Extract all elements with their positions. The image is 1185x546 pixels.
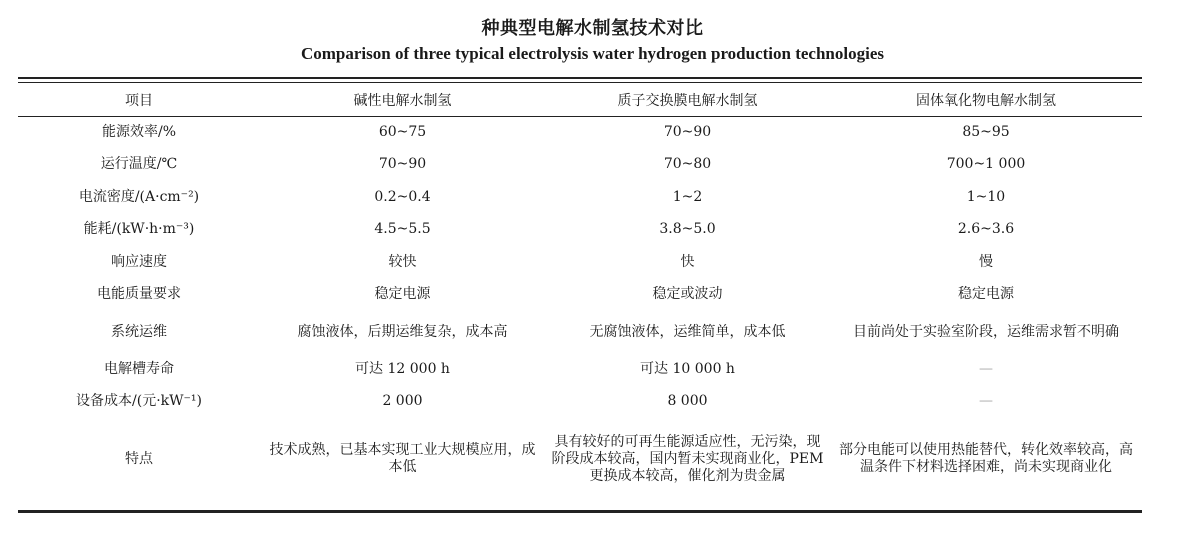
table-row bbox=[18, 181, 1142, 214]
item-cell: 特点 bbox=[125, 450, 153, 467]
table-row bbox=[18, 116, 1142, 149]
soec-cell: 700~1 000 bbox=[946, 156, 1026, 173]
header-soec: 固体氧化物电解水制氢 bbox=[916, 92, 1056, 109]
alkaline-cell: 稳定电源 bbox=[374, 286, 431, 303]
pem-cell: 稳定或波动 bbox=[652, 286, 723, 303]
alkaline-cell: 技术成熟，已基本实现工业大规模应用，成本低 bbox=[269, 442, 536, 475]
item-cell: 电流密度/(A·cm⁻²) bbox=[78, 188, 200, 205]
item-cell: 设备成本/(元·kW⁻¹) bbox=[76, 393, 202, 410]
header-item: 项目 bbox=[125, 92, 153, 109]
item-cell: 电能质量要求 bbox=[97, 286, 181, 303]
soec-cell: 目前尚处于实验室阶段，运维需求暂不明确 bbox=[853, 323, 1119, 340]
header-alkaline: 碱性电解水制氢 bbox=[353, 92, 452, 109]
pem-cell: 1~2 bbox=[672, 188, 703, 205]
soec-cell: 85~95 bbox=[962, 123, 1010, 140]
alkaline-cell: 可达 12 000 h bbox=[355, 360, 450, 377]
item-cell: 能源效率/% bbox=[101, 123, 177, 140]
table-row bbox=[18, 149, 1142, 182]
item-cell: 响应速度 bbox=[111, 253, 167, 270]
header-pem: 质子交换膜电解水制氢 bbox=[617, 92, 758, 109]
alkaline-cell: 60~75 bbox=[378, 123, 427, 140]
item-cell: 运行温度/℃ bbox=[100, 156, 178, 173]
soec-cell: — bbox=[979, 360, 993, 377]
alkaline-cell: 0.2~0.4 bbox=[374, 188, 431, 205]
pem-cell: 8 000 bbox=[667, 393, 708, 410]
pem-cell: 具有较好的可再生能源适应性，无污染，现阶段成本较高，国内暂未实现商业化，PEM 更换成本较高，催化剂为贵金属 bbox=[551, 433, 824, 484]
top-rule-thick bbox=[18, 77, 1142, 79]
alkaline-cell: 腐蚀液体，后期运维复杂，成本高 bbox=[297, 323, 508, 340]
pem-cell: 70~90 bbox=[663, 123, 712, 140]
soec-cell: 2.6~3.6 bbox=[957, 221, 1015, 238]
table-row bbox=[18, 311, 1142, 353]
table-row bbox=[18, 214, 1142, 247]
item-cell: 能耗/(kW·h·m⁻³) bbox=[83, 221, 195, 238]
item-cell: 系统运维 bbox=[111, 323, 167, 340]
table-row bbox=[18, 386, 1142, 419]
table-row bbox=[18, 353, 1142, 386]
table-title-chinese: 种典型电解水制氢技术对比 bbox=[481, 18, 704, 39]
pem-cell: 可达 10 000 h bbox=[640, 360, 735, 377]
table-row bbox=[18, 246, 1142, 279]
header-row bbox=[18, 83, 1142, 116]
alkaline-cell: 2 000 bbox=[382, 393, 423, 410]
soec-cell: 慢 bbox=[979, 253, 993, 270]
table-title-english: Comparison of three typical electrolysis water hydrogen production technologies bbox=[300, 44, 884, 63]
soec-cell: 稳定电源 bbox=[958, 286, 1014, 303]
soec-cell: — bbox=[979, 393, 993, 410]
pem-cell: 无腐蚀液体，运维简单，成本低 bbox=[589, 323, 786, 340]
alkaline-cell: 较快 bbox=[388, 253, 417, 270]
pem-cell: 70~80 bbox=[663, 156, 712, 173]
soec-cell: 部分电能可以使用热能替代，转化效率较高，高温条件下材料选择困难，尚未实现商业化 bbox=[839, 442, 1133, 475]
table-row bbox=[18, 418, 1142, 500]
comparison-table bbox=[18, 83, 1142, 500]
pem-cell: 快 bbox=[680, 253, 695, 270]
alkaline-cell: 70~90 bbox=[378, 156, 427, 173]
soec-cell: 1~10 bbox=[966, 188, 1006, 205]
table-row bbox=[18, 279, 1142, 312]
bottom-rule bbox=[18, 510, 1142, 513]
alkaline-cell: 4.5~5.5 bbox=[374, 221, 431, 238]
pem-cell: 3.8~5.0 bbox=[659, 221, 716, 238]
item-cell: 电解槽寿命 bbox=[104, 360, 174, 377]
